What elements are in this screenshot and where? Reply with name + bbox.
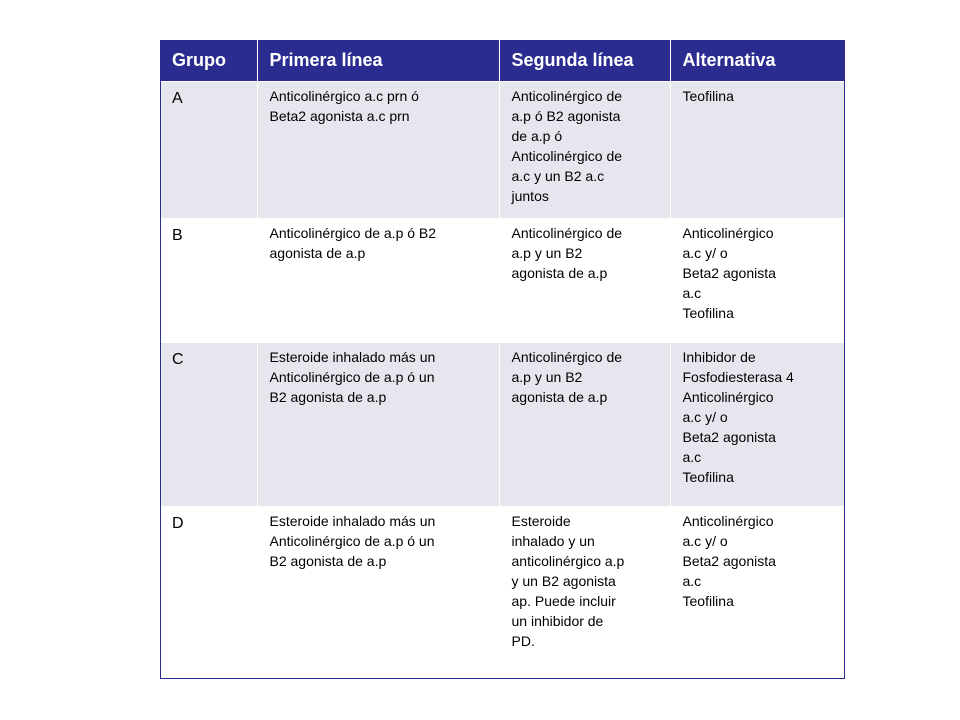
- cell-alternativa: Inhibidor de Fosfodiesterasa 4 Anticolinérgico a.c y/ o Beta2 agonista a.c Teofilina: [670, 343, 845, 507]
- cell-grupo: B: [160, 219, 257, 343]
- cell-segunda-linea: Anticolinérgico de a.p y un B2 agonista de a.p: [499, 219, 670, 343]
- table-row-c: [160, 343, 845, 507]
- cell-primera-linea: Anticolinérgico a.c prn ó Beta2 agonista a.c prn: [257, 82, 499, 219]
- header-grupo: Grupo: [160, 40, 257, 82]
- cell-grupo: D: [160, 507, 257, 675]
- cell-alternativa: Anticolinérgico a.c y/ o Beta2 agonista a.c Teofilina: [670, 507, 845, 675]
- cell-primera-linea: Esteroide inhalado más un Anticolinérgico de a.p ó un B2 agonista de a.p: [257, 507, 499, 675]
- cell-segunda-linea: Anticolinérgico de a.p y un B2 agonista de a.p: [499, 343, 670, 507]
- table-row-b: [160, 219, 845, 343]
- cell-grupo: C: [160, 343, 257, 507]
- header-alternativa: Alternativa: [670, 40, 845, 82]
- cell-grupo: A: [160, 82, 257, 219]
- table-row-d: [160, 507, 845, 675]
- header-primera-linea: Primera línea: [257, 40, 499, 82]
- cell-primera-linea: Anticolinérgico de a.p ó B2 agonista de a.p: [257, 219, 499, 343]
- header-segunda-linea: Segunda línea: [499, 40, 670, 82]
- header-row: [160, 40, 845, 82]
- cell-segunda-linea: Anticolinérgico de a.p ó B2 agonista de a.p ó Anticolinérgico de a.c y un B2 a.c juntos: [499, 82, 670, 219]
- cell-alternativa: Teofilina: [670, 82, 845, 219]
- cell-segunda-linea: Esteroide inhalado y un anticolinérgico a.p y un B2 agonista ap. Puede incluir un inhibidor de PD.: [499, 507, 670, 675]
- table-row-a: [160, 82, 845, 219]
- cell-primera-linea: Esteroide inhalado más un Anticolinérgico de a.p ó un B2 agonista de a.p: [257, 343, 499, 507]
- cell-alternativa: Anticolinérgico a.c y/ o Beta2 agonista a.c Teofilina: [670, 219, 845, 343]
- treatment-table: [160, 40, 845, 675]
